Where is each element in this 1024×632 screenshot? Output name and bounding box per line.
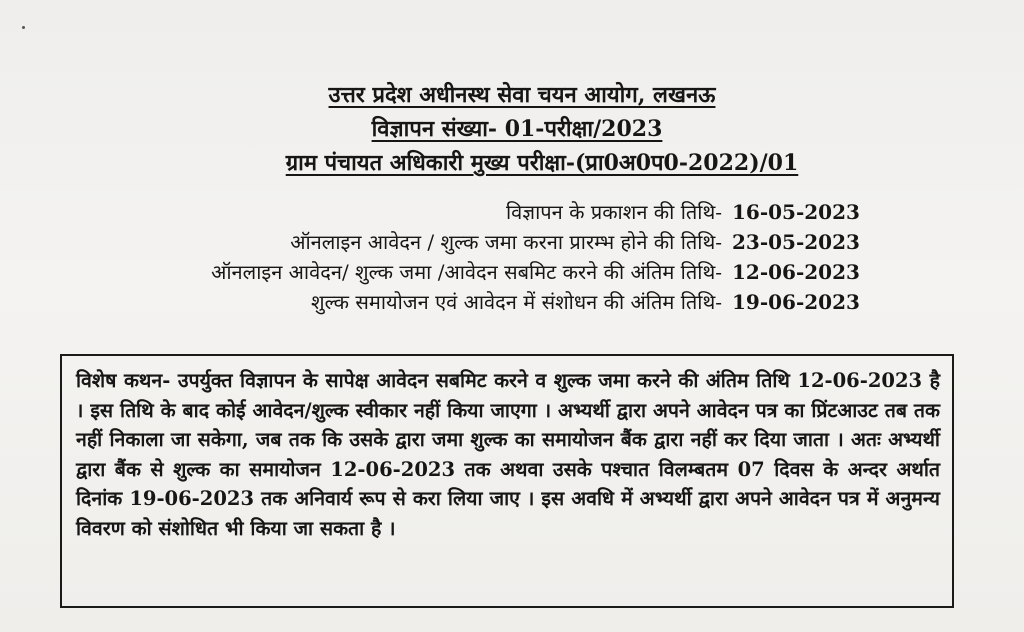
advertisement-number	[0, 112, 1024, 146]
scan-speck	[22, 26, 25, 29]
date-label: विज्ञापन के प्रकाशन की तिथि-	[505, 200, 722, 224]
date-row-application-start	[211, 227, 860, 257]
organization-title-text: उत्तर प्रदेश अधीनस्थ सेवा चयन आयोग, लखनऊ	[328, 82, 716, 108]
exam-name	[0, 146, 1024, 180]
exam-name-text: ग्राम पंचायत अधिकारी मुख्य परीक्षा-(प्रा0अ0प0-2022)/01	[285, 150, 799, 176]
organization-title	[0, 78, 1024, 112]
date-value: 19-06-2023	[732, 290, 860, 314]
date-row-correction-end	[211, 287, 860, 317]
date-value: 16-05-2023	[732, 200, 860, 224]
special-notice-text: विशेष कथन- उपर्युक्त विज्ञापन के सापेक्ष आवेदन सबमिट करने व शुल्क जमा करने की अंतिम तिथि 12-06-2023 है । इस तिथि के बाद कोई आवेदन/शुल्क स्वीकार नहीं किया जाएगा । अभ्यर्थी द्वारा अपने आवेदन पत्र का प्रिंटआउट तब तक नहीं निकाला जा सकेगा, जब तक कि उसके द्वारा जमा शुल्क का समायोजन बैंक द्वारा नहीं कर दिया जाता । अतः अभ्यर्थी द्वारा बैंक से शुल्क का समायोजन 12-06-2023 तक अथवा उसके पश्चात विलम्बतम 07 दिवस के अन्दर अर्थात दिनांक 19-06-2023 तक अनिवार्य रूप से करा लिया जाए । इस अवधि में अभ्यर्थी द्वारा अपने आवेदन पत्र में अनुमन्य विवरण को संशोधित भी किया जा सकता है ।	[76, 369, 940, 540]
document-header	[0, 78, 1024, 180]
special-notice-box	[60, 354, 954, 608]
date-row-publication	[211, 197, 860, 227]
advertisement-number-text: विज्ञापन संख्या- 01-परीक्षा/2023	[371, 116, 663, 142]
date-row-application-end	[211, 257, 860, 287]
date-label: ऑनलाइन आवेदन/ शुल्क जमा /आवेदन सबमिट करने की अंतिम तिथि-	[211, 260, 722, 284]
date-label: शुल्क समायोजन एवं आवेदन में संशोधन की अंतिम तिथि-	[311, 290, 722, 314]
important-dates	[211, 197, 860, 317]
date-label: ऑनलाइन आवेदन / शुल्क जमा करना प्रारम्भ होने की तिथि-	[290, 230, 722, 254]
date-value: 12-06-2023	[732, 260, 860, 284]
date-value: 23-05-2023	[732, 230, 860, 254]
